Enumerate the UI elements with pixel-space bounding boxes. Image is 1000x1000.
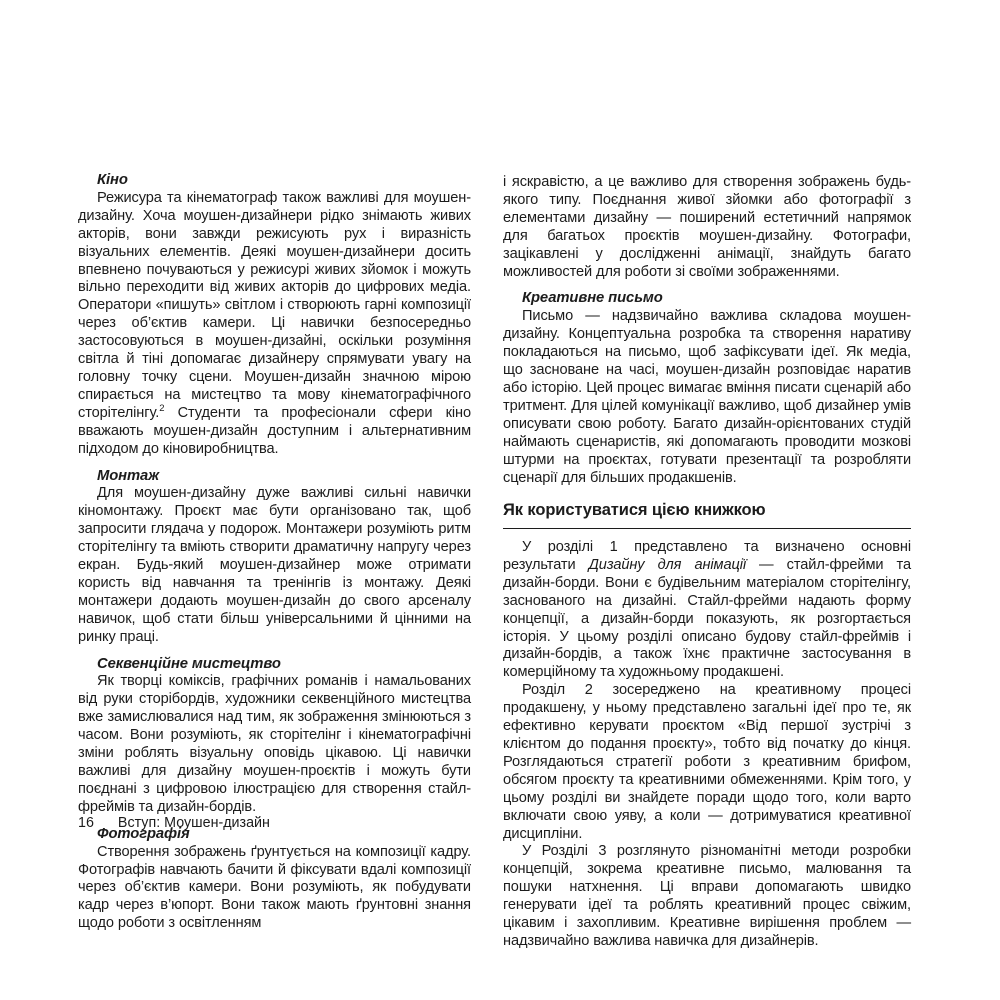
section-creative-writing [503,290,911,487]
section-editing [78,468,471,647]
paragraph-chapter-2: Розділ 2 зосереджено на креативному процесі продакшену, у ньому представлено загальні ідеї про те, як ефективно керувати проєктом «Від першої зустрічі з клієнтом до подання проєкту», тобто від початку до кінця. Розглядаються стратегії роботи з креативним брифом, обсягом проєкту та креативними обмеженнями. Крім того, у цьому розділі ви знайдете поради щодо того, коли варто включати свою уяву, а коли — дотримуватися креативної дисципліни. [503,682,911,842]
book-title-italic: Дизайну для анімації [588,556,746,573]
paragraph-editing: Для моушен-дизайну дуже важливі сильні навички кіномонтажу. Проєкт має бути організовано так, щоб запросити глядача у подорож. Монтажери розуміють ритм сторітелінгу та вміють створити драматичну напругу через екран. Будь-який моушен-дизайнер може отримати користь від навчання та тренінгів із монтажу. Деякі монтажери додають моушен-дизайн до свого арсеналу навичок, щоб стати більш універсальними й цінними на ринку праці. [78,485,471,645]
section-how-to-use [503,500,911,950]
paragraph-text: Режисура та кінематограф також важливі для моушен-дизайну. Хоча моушен-дизайнери рідко знімають живих акторів, вони завжди режисують рух і виразність візуальних елементів. Деякі моушен-дизайнери досить впевнено почуваються у режисурі живих зйомок і можуть вільно переходити від живих акторів до цифрових медіа. Оператори «пишуть» світлом і створюють гарні композиції через об’єктив камери. Ці навички безпосередньо застосовуються в моушен-дизайні, оскільки розуміння світла й тіні допомагає дизайнеру спрямувати увагу на головну точку сцени. Моушен-дизайн значною мірою спирається на мистецтво та мову кінематографічного сторітелінгу. [78,189,471,421]
paragraph-text: У розділі 1 представлено та визначено основні результати [503,539,911,573]
paragraph-text: — стайл-фрейми та дизайн-борди. Вони є будівельним матеріалом сторітелінгу, заснованого на дизайні. Стайл-фрейми надають форму концепції, а дизайн-борди показують, як розгортається історія. У цьому розділі описано будову стайл-фреймів і дизайн-бордів, а також їхнє практичне застосування в комерційному та художньому продакшені. [503,556,911,681]
footnote-marker: 2 [159,402,165,414]
right-column [503,174,911,951]
section-heading-how-to-use: Як користуватися цією книжкою [503,500,911,529]
paragraph-creative-writing: Письмо — надзвичайно важлива складова моушен-дизайну. Концептуальна розробка та створення наративу покладаються на письмо, щоб зафіксувати ідеї. Як медіа, що засноване на часі, моушен-дизайн розповідає наратив або історію. Цей процес вимагає вміння писати сценарій або тритмент. Для цілей комунікації важливо, щоб дизайнер умів описувати свою роботу. Багато дизайн-орієнтованих студій наймають сценаристів, які допомагають проводити мозкові штурми на проєктах, готувати презентації та розробляти сценарії для більших продакшенів. [503,308,911,486]
chapter-title: Вступ: Моушен-дизайн [117,815,270,831]
subsection-heading-sequential-art: Секвенційне мистецтво [97,655,281,672]
section-photography [78,826,471,933]
subsection-heading-cinema: Кіно [97,172,128,188]
subsection-heading-creative-writing: Креативне письмо [522,290,663,307]
paragraph-photography: Створення зображень ґрунтується на композиції кадру. Фотографів навчають бачити й фіксувати вдалі композиції через об’єктив камери. Вони розуміють, як побудувати кадр через в’юпорт. Вони також мають ґрунтовні знання щодо роботи з освітленням [78,843,471,932]
paragraph-chapter-3: У Розділі 3 розглянуто різноманітні методи розробки концепцій, зокрема креативне письмо, малювання та пошуки натхнення. Ці вправи допомагають швидко генерувати ідеї та роблять креативний процес свіжим, цікавим і захопливим. Креативне вирішення проблем — надзвичайно важлива навичка для дизайнерів. [503,843,911,949]
page-footer [78,814,270,832]
subsection-heading-editing: Монтаж [97,467,159,484]
section-cinema [78,172,471,459]
subsection-heading-photography: Фотографія [97,825,190,842]
paragraph-photography-continuation: і яскравістю, а це важливо для створення зображень будь-якого типу. Поєднання живої зйомки або фотографії з елементами дизайну — поширений естетичний напрямок для багатьох проєктів моушен-дизайну. Фотографи, зацікавлені у дослідженні анімації, знайдуть багато можливостей для роботи зі своїми зображеннями. [503,174,911,280]
paragraph-cinema [78,190,471,459]
paragraph-text: Студенти та професіонали сфери кіно вважають моушен-дизайн доступним і альтернативним підходом до кіновиробництва. [78,404,471,457]
paragraph-chapter-1 [503,539,911,682]
section-sequential-art [78,656,471,817]
page-number: 16 [78,815,94,831]
paragraph-sequential-art: Як творці коміксів, графічних романів і намальованих від руки сторібордів, художники секвенційного мистецтва вже замислювалися над тим, як зображення змінюються з часом. Вони розуміють, як сторітелінг і кінематографічні зміни роблять візуальну оповідь цікавою. Ці навички важливі для дизайну моушен-проєктів і можуть бути поєднані з цифровою ілюстрацією для створення стайл-фреймів та дизайн-бордів. [78,673,471,815]
